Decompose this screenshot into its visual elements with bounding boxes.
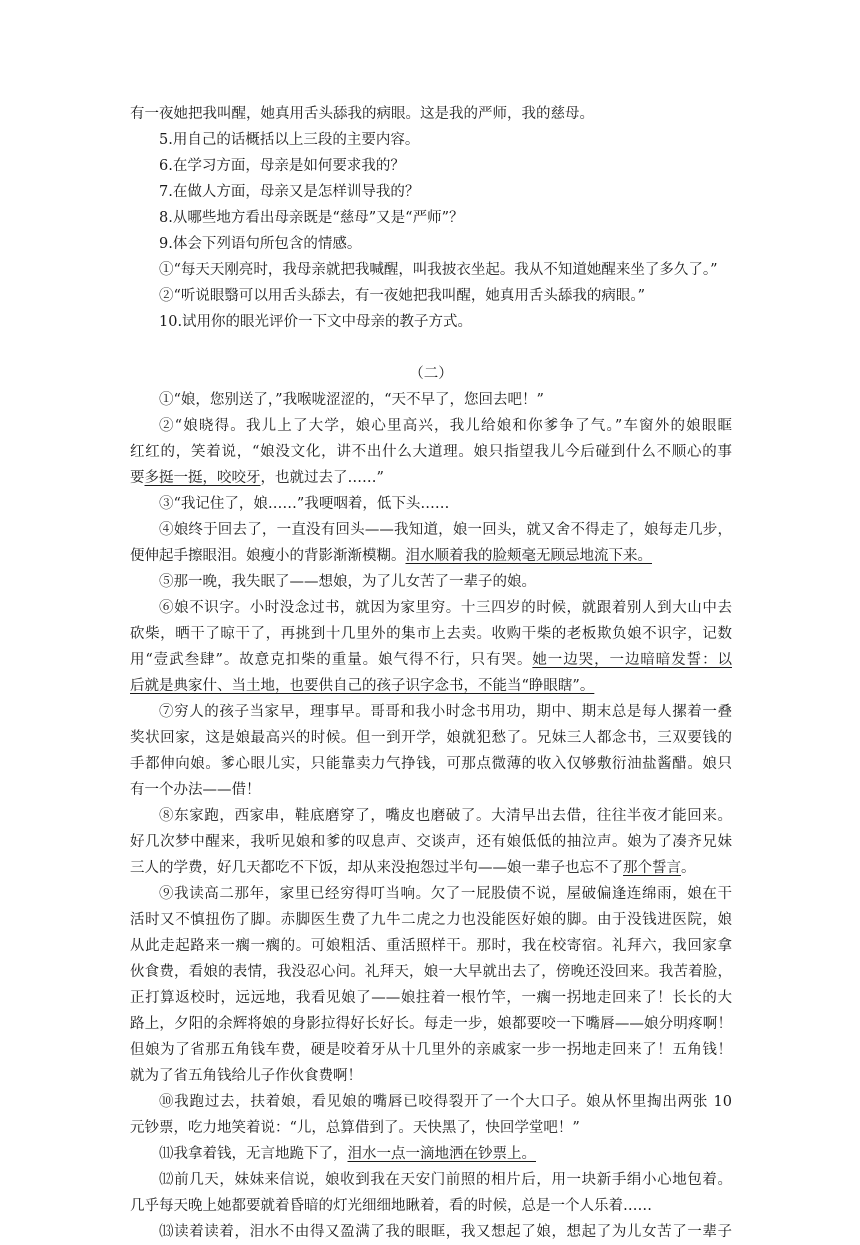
question-6: 6.在学习方面，母亲是如何要求我的？ — [159, 158, 405, 174]
paragraph-6-line — [130, 647, 732, 673]
paragraph-6-line — [130, 673, 732, 699]
paragraph-4-line — [130, 543, 732, 569]
question-7: 7.在做人方面，母亲又是怎样训导我的？ — [159, 184, 420, 200]
paragraph-7-line: 手都伸向娘。爹心眼儿实，只能靠卖力气挣钱，可那点微薄的收入仅够敷衍油盐酱醋。娘只 — [130, 756, 732, 772]
paragraph-8-line — [130, 855, 732, 881]
paragraph-7-line: ⑦穷人的孩子当家早，理事早。哥哥和我小时念书用功，期中、期末总是每人摞着一叠 — [159, 704, 732, 720]
underlined-sentence: 她一边哭，一边暗暗发誓：以 — [532, 652, 732, 668]
underlined-phrase: 那个誓言 — [623, 860, 681, 876]
document-page — [130, 101, 732, 1245]
paragraph-9-line: ⑨我读高二那年，家里已经穷得叮当响。欠了一屁股债不说，屋破偏逢连绵雨，娘在干 — [159, 886, 732, 902]
underlined-sentence: 泪水一点一滴地洒在钞票上。 — [347, 1146, 536, 1162]
text-run: 三人的学费，好几天都吃不下饭，却从来没抱怨过半句——娘一辈子也忘不了 — [130, 860, 623, 876]
paragraph-9-line: 活时又不慎扭伤了脚。赤脚医生费了九牛二虎之力也没能医好娘的脚。由于没钱进医院，娘 — [130, 912, 732, 928]
text-run: 。 — [681, 860, 696, 876]
question-9-sentence-2: ②“听说眼翳可以用舌头舔去，有一夜她把我叫醒，她真用舌头舔我的病眼。” — [159, 288, 646, 304]
paragraph-9-line: 但娘为了省那五角钱车费，硬是咬着牙从十几里外的亲戚家一步一拐地走回来了！五角钱！ — [130, 1042, 732, 1058]
paragraph-9-line: 从此走起路来一瘸一瘸的。可娘粗活、重活照样干。那时，我在校寄宿。礼拜六，我回家拿 — [130, 938, 732, 954]
question-10: 10.试用你的眼光评价一下文中母亲的教子方式。 — [159, 314, 473, 330]
paragraph-2-line: 红红的，笑着说，“娘没文化，讲不出什么大道理。娘只指望我儿今后碰到什么不顺心的事 — [130, 444, 732, 460]
paragraph-7-line: 有一个办法——借！ — [130, 782, 261, 798]
question-9: 9.体会下列语句所包含的情感。 — [159, 236, 362, 252]
paragraph-3: ③“我记住了，娘……”我哽咽着，低下头…… — [159, 496, 450, 512]
paragraph-6-line: ⑥娘不识字。小时没念过书，就因为家里穷。十三四岁的时候，就跟着别人到大山中去 — [159, 600, 732, 616]
paragraph-9-line: 正打算返校时，远远地，我看见娘了——娘拄着一根竹竿，一瘸一拐地走回来了！长长的大 — [130, 990, 732, 1006]
underlined-sentence: 泪水顺着我的脸颊毫无顾忌地流下来。 — [405, 548, 652, 564]
paragraph-line: 有一夜她把我叫醒，她真用舌头舔我的病眼。这是我的严师，我的慈母。 — [130, 106, 594, 122]
paragraph-10-line: ⑩我跑过去，扶着娘，看见娘的嘴唇已咬得裂开了一个大口子。娘从怀里掏出两张 10 — [159, 1094, 732, 1110]
paragraph-5: ⑤那一晚，我失眠了——想娘，为了儿女苦了一辈子的娘。 — [159, 574, 536, 590]
text-run: ，也就过去了……” — [260, 470, 384, 486]
paragraph-4-line: ④娘终于回去了，一直没有回头——我知道，娘一回头，就又舍不得走了，娘每走几步， — [159, 522, 732, 538]
text-run: 便伸起手擦眼泪。娘瘦小的背影渐渐模糊。 — [130, 548, 406, 564]
paragraph-12-line: ⑿前几天，妹妹来信说，娘收到我在天安门前照的相片后，用一块新手绢小心地包着。 — [159, 1172, 732, 1188]
paragraph-9-line: 路上，夕阳的余辉将娘的身影拉得好长好长。每走一步，娘都要咬一下嘴唇——娘分明疼啊！ — [130, 1016, 732, 1032]
paragraph-1: ①“娘，您别送了，”我喉咙涩涩的，“天不早了，您回去吧！” — [159, 392, 544, 408]
underlined-sentence: 后就是典家什、当土地，也要供自己的孩子识字念书，不能当“睁眼瞎”。 — [130, 678, 595, 694]
paragraph-11 — [130, 1141, 732, 1167]
underlined-phrase: 多挺一挺，咬咬牙 — [144, 470, 261, 486]
paragraph-6-line: 砍柴，晒干了晾干了，再挑到十几里外的集市上去卖。收购干柴的老板欺负娘不识字，记数 — [130, 626, 732, 642]
text-run: ⑾我拿着钱，无言地跪下了， — [159, 1146, 348, 1162]
paragraph-7-line: 奖状回家，这是娘最高兴的时候。但一到开学，娘就犯愁了。兄妹三人都念书，三双要钱的 — [130, 730, 732, 746]
question-9-sentence-1: ①“每天天刚亮时，我母亲就把我喊醒，叫我披衣坐起。我从不知道她醒来坐了多久了。” — [159, 262, 718, 278]
paragraph-2-line — [130, 465, 732, 491]
paragraph-12-line: 几乎每天晚上她都要就着昏暗的灯光细细地瞅着，看的时候，总是一个人乐着…… — [130, 1198, 652, 1214]
paragraph-13-line: ⒀读着读着，泪水不由得又盈满了我的眼眶，我又想起了娘，想起了为儿女苦了一辈子 — [159, 1224, 732, 1240]
paragraph-10-line: 元钞票，吃力地笑着说：“儿，总算借到了。天快黑了，快回学堂吧！” — [130, 1120, 580, 1136]
section-heading: （二） — [409, 366, 453, 382]
section-gap — [130, 335, 732, 361]
question-8: 8.从哪些地方看出母亲既是“慈母”又是“严师”？ — [159, 210, 464, 226]
text-run: 要 — [130, 470, 145, 486]
paragraph-9-line: 就为了省五角钱给儿子作伙食费啊！ — [130, 1068, 362, 1084]
paragraph-2-line: ②“娘晓得。我儿上了大学，娘心里高兴，我儿给娘和你爹争了气。”车窗外的娘眼眶 — [159, 418, 732, 434]
text-run: 用“壹武叁肆”。故意克扣柴的重量。娘气得不行，只有哭。 — [130, 652, 533, 668]
paragraph-8-line: ⑧东家跑，西家串，鞋底磨穿了，嘴皮也磨破了。大清早出去借，往往半夜才能回来。 — [159, 808, 732, 824]
paragraph-9-line: 伙食费，看娘的表情，我没忍心问。礼拜天，娘一大早就出去了，傍晚还没回来。我苦着脸， — [130, 964, 732, 980]
paragraph-8-line: 好几次梦中醒来，我听见娘和爹的叹息声、交谈声，还有娘低低的抽泣声。娘为了凑齐兄妹 — [130, 834, 732, 850]
question-5: 5.用自己的话概括以上三段的主要内容。 — [159, 132, 420, 148]
